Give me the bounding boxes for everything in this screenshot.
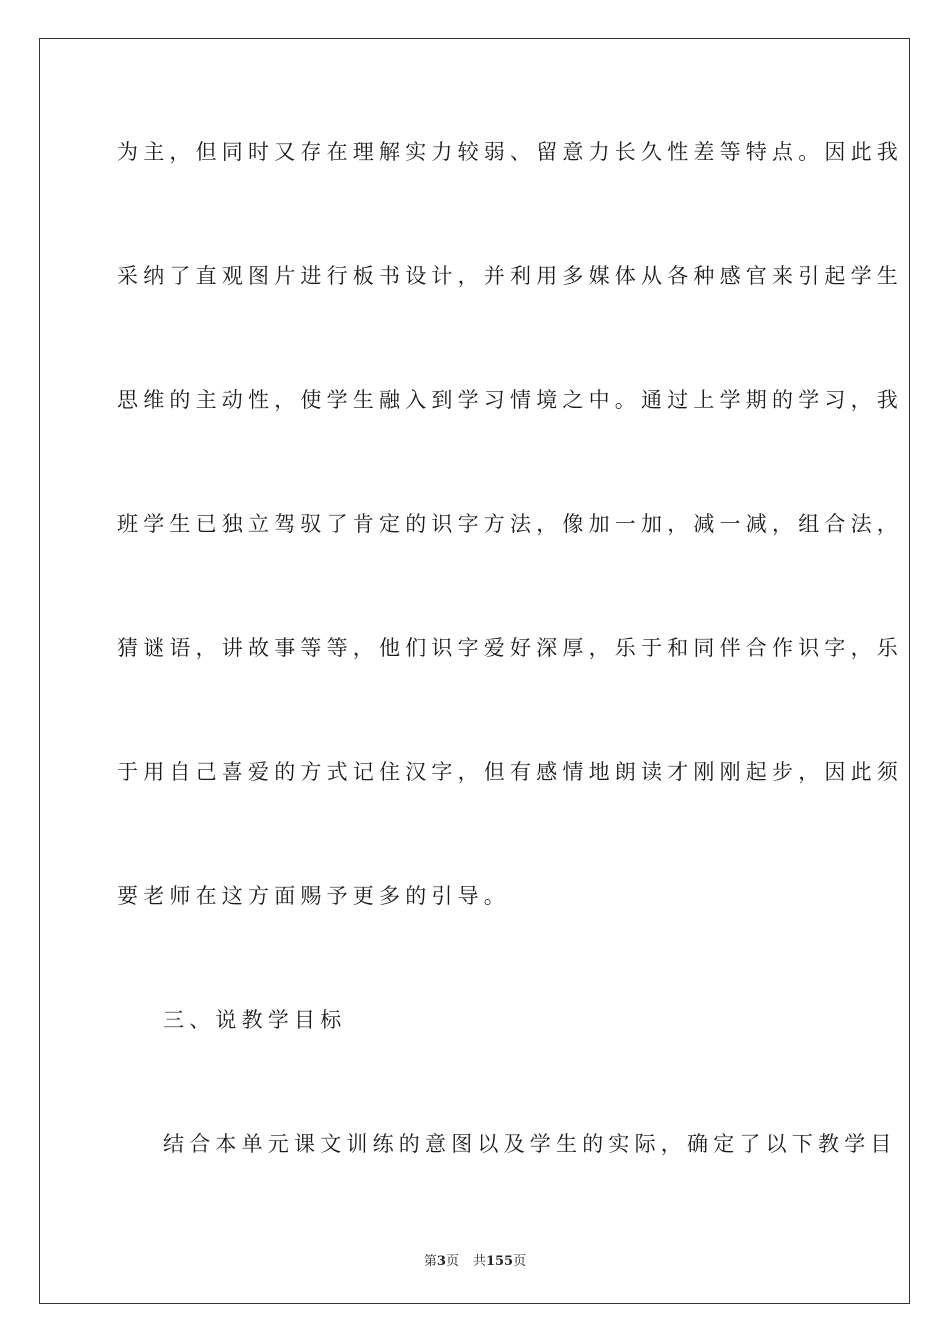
page-prefix: 第 <box>423 1254 437 1269</box>
section-heading: 三、说教学目标 <box>163 1008 347 1032</box>
paragraph-line: 结合本单元课文训练的意图以及学生的实际，确定了以下教学目 <box>163 1132 897 1156</box>
total-prefix: 共 <box>472 1254 486 1269</box>
body-line-2: 采纳了直观图片进行板书设计，并利用多媒体从各种感官来引起学生 <box>117 264 903 288</box>
body-line-3: 思维的主动性，使学生融入到学习情境之中。通过上学期的学习，我 <box>117 388 903 412</box>
body-line-1: 为主，但同时又存在理解实力较弱、留意力长久性差等特点。因此我 <box>117 140 903 164</box>
body-line-5: 猜谜语，讲故事等等，他们识字爱好深厚，乐于和同伴合作识字，乐 <box>117 636 903 660</box>
body-line-6: 于用自己喜爱的方式记住汉字，但有感情地朗读才刚刚起步，因此须 <box>117 760 903 784</box>
page-number: 3 <box>436 1254 446 1269</box>
body-line-4: 班学生已独立驾驭了肯定的识字方法，像加一加，减一减，组合法， <box>117 512 903 536</box>
total-pages: 155 <box>485 1254 514 1269</box>
page-suffix: 页 <box>445 1254 459 1269</box>
body-line-7: 要老师在这方面赐予更多的引导。 <box>117 884 510 908</box>
total-suffix: 页 <box>513 1254 527 1269</box>
page-footer <box>0 1250 950 1269</box>
page-border <box>39 38 910 1304</box>
